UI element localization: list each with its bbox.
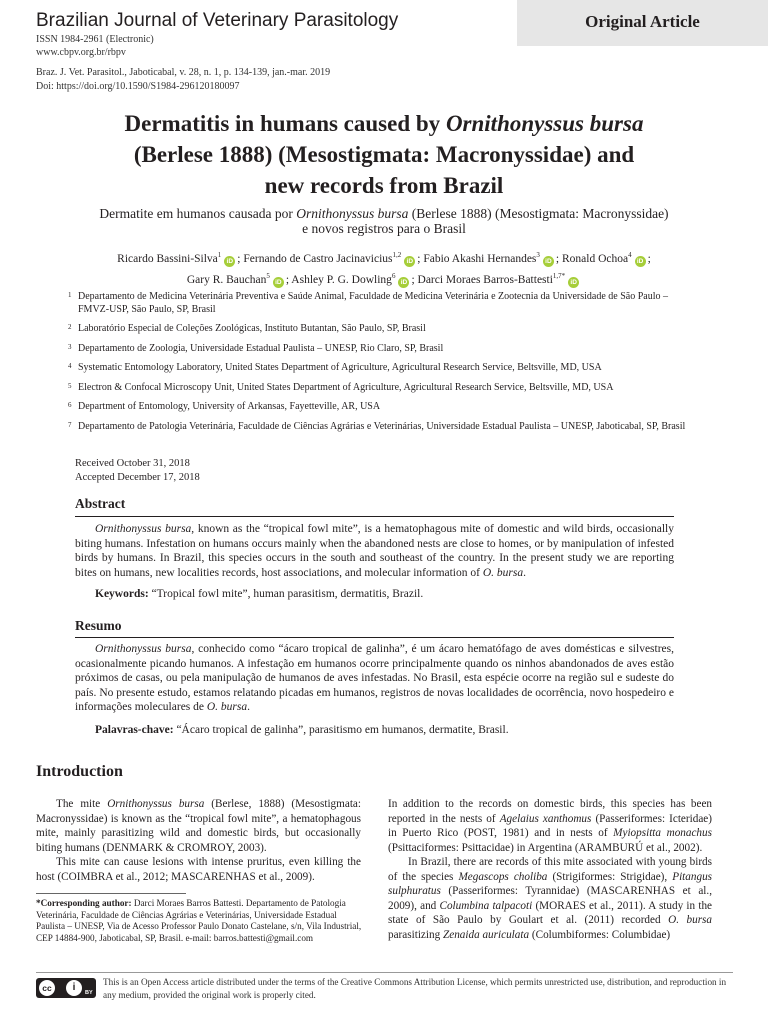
resumo-species-end: O. bursa	[206, 701, 248, 713]
article-title	[60, 108, 708, 201]
orcid-icon[interactable]: iD	[404, 256, 415, 267]
abstract-species-end: O. bursa	[482, 566, 524, 579]
abstract-body: , known as the “tropical fowl mite”, is a hematophagous mite of domestic and wild birds, occasionally biting humans. Infestation on humans occurs mainly when the abandoned nests are close to homes, or by manipulation of infested birds by humans. In Brazil, this species occurs in the south and southeast of the country. In the present study we are reporting bites on humans, new localities records, host associations, and molecular information of	[75, 523, 674, 579]
doi[interactable]: Doi: https://doi.org/10.1590/S1984-296120180097	[36, 81, 240, 92]
cc-by-label: BY	[85, 990, 93, 996]
received-date: Received October 31, 2018	[75, 458, 190, 469]
author-name: Gary R. Bauchan	[186, 273, 267, 286]
author-affil: 4	[628, 251, 632, 259]
intro-species: Ornithonyssus bursa	[107, 798, 205, 810]
subtitle-text: Dermatite em humanos causada por	[99, 206, 297, 221]
license-rule	[36, 972, 733, 973]
author-name: Fernando de Castro Jacinavicius	[243, 252, 393, 265]
affiliation-number: 4	[68, 362, 72, 370]
resumo-rule	[75, 637, 674, 638]
intro-right-column	[388, 797, 712, 942]
affiliation-text: Departamento de Patologia Veterinária, Faculdade de Ciências Agrárias e Veterinárias, Universidade Estadual Paulista – UNESP, Jaboticabal, SP, Brasil	[78, 420, 686, 432]
author-sep: ;	[411, 273, 418, 286]
affiliation-number: 1	[68, 291, 72, 299]
author-sep: ;	[647, 252, 651, 265]
resumo-heading: Resumo	[75, 618, 122, 633]
author-sep: ;	[417, 252, 424, 265]
affiliation-number: 5	[68, 381, 72, 390]
orcid-icon[interactable]: iD	[273, 277, 284, 288]
resumo-keywords	[95, 723, 674, 738]
title-line1: Dermatitis in humans caused by	[124, 111, 446, 136]
author-sep: ;	[555, 252, 562, 265]
subtitle-species: Ornithonyssus bursa	[296, 206, 409, 221]
intro-paragraph	[36, 797, 361, 855]
author-list	[60, 247, 708, 289]
intro-paragraph	[388, 855, 712, 942]
footnote-text: Darci Moraes Barros Battesti. Departamento de Patologia Veterinária, Faculdade de Ciências Agrárias e Veterinárias, Universidade Estadual Paulista – UNESP, Via de Acesso Professor Paulo Donato Castelane, s/n, Vila Industrial, CEP 14884-900, Jaboticabal, SP, Brasil. e-mail: barros.battesti@gmail.com	[36, 898, 362, 943]
journal-website[interactable]: www.cbpv.org.br/rbpv	[36, 47, 126, 58]
cc-icon: cc	[39, 980, 55, 996]
affiliation	[68, 401, 688, 414]
intro-text: (Strigiformes: Strigidae),	[547, 870, 673, 883]
intro-species: Columbina talpacoti	[439, 899, 533, 912]
author-sep: ;	[285, 273, 292, 286]
abstract-species: Ornithonyssus bursa	[95, 523, 192, 535]
author[interactable]	[417, 271, 582, 286]
issn: ISSN 1984-2961 (Electronic)	[36, 34, 154, 45]
author[interactable]	[562, 253, 648, 265]
affiliation-text: Systematic Entomology Laboratory, United States Department of Agriculture, Agricultural Research Service, Beltsville, MD, USA	[78, 362, 602, 373]
author[interactable]	[243, 253, 417, 265]
intro-species: O. bursa	[668, 914, 712, 926]
abstract-heading: Abstract	[75, 496, 126, 511]
affiliation-text: Department of Entomology, University of Arkansas, Fayetteville, AR, USA	[78, 401, 381, 412]
corresponding-author-footnote	[36, 898, 364, 944]
accepted-date: Accepted December 17, 2018	[75, 472, 200, 483]
introduction-heading: Introduction	[36, 763, 123, 780]
abstract-period: .	[523, 566, 526, 579]
affiliation	[68, 382, 688, 395]
resumo-species: Ornithonyssus bursa	[95, 643, 192, 655]
article-subtitle	[40, 206, 728, 236]
subtitle-text-post: (Berlese 1888) (Mesostigmata: Macronyssidae)	[408, 206, 669, 221]
orcid-icon[interactable]: iD	[543, 256, 554, 267]
author-name: Ronald Ochoa	[562, 252, 629, 265]
keywords-label: Keywords:	[95, 588, 149, 600]
journal-name: Brazilian Journal of Veterinary Parasitology	[36, 10, 399, 31]
affiliation-text: Departamento de Zoologia, Universidade Estadual Paulista – UNESP, Rio Claro, SP, Brasil	[78, 342, 444, 354]
intro-species: Megascops choliba	[458, 870, 548, 883]
author-affil: 3	[536, 251, 540, 259]
abstract-keywords	[95, 587, 674, 602]
author-affil: 6	[391, 271, 396, 280]
footnote-label: *Corresponding author:	[36, 898, 132, 908]
subtitle-line2: e novos registros para o Brasil	[302, 221, 466, 236]
intro-paragraph	[388, 797, 712, 855]
affiliation-text: Laboratório Especial de Coleções Zoológicas, Instituto Butantan, São Paulo, SP, Brasil	[78, 323, 426, 334]
orcid-icon[interactable]: iD	[398, 277, 409, 288]
orcid-icon[interactable]: iD	[635, 256, 646, 267]
intro-text: (Passeriformes: Icteridae) in Puerto Rico (POST, 1981) and in nests of	[388, 812, 712, 839]
affiliation-number: 2	[68, 323, 72, 331]
orcid-icon[interactable]: iD	[568, 277, 579, 288]
title-species: Ornithonyssus bursa	[445, 111, 644, 136]
author-name: Ashley P. G. Dowling	[291, 273, 392, 286]
author-affil: 1	[217, 251, 222, 259]
author-name: Fabio Akashi Hernandes	[423, 252, 537, 265]
resumo-body: , conhecido como “ácaro tropical de galinha”, é um ácaro hematófago de aves domésticas e silvestres, ocasionalmente picando humanos. A infestação em humanos ocorre principalmente quando os ninhos abandonados de aves estão próximos de casas, ou pela manipulação de humanos de aves infestadas. No Brasil, esta espécie ocorre na região sul e sudeste do país. No presente estudo, estamos relatando picadas em humanos, registros de novas localidades de ocorrência, novo hospedeiro e informações moleculares de	[75, 643, 675, 713]
intro-text: In addition to the records on domestic birds, this species has been reported in the nests of	[388, 798, 712, 825]
abstract-rule	[75, 516, 674, 517]
resumo-text	[75, 642, 674, 715]
author[interactable]	[117, 253, 237, 265]
affiliation-text: Departamento de Medicina Veterinária Preventiva e Saúde Animal, Faculdade de Medicina Veterinária e Zootecnia da Universidade de São Paulo – FMVZ-USP, São Paulo, SP, Brasil	[78, 291, 668, 315]
intro-species: Pitangus sulphuratus	[388, 870, 713, 897]
author-affil: 1,2	[392, 251, 402, 259]
palavras-chave-text: “Ácaro tropical de galinha”, parasitismo em humanos, dermatite, Brasil.	[173, 724, 509, 736]
intro-paragraph: This mite can cause lesions with intense pruritus, even killing the host (COIMBRA et al., 2012; MASCARENHAS et al., 2009).	[36, 856, 361, 883]
article-type-label: Original Article	[585, 12, 700, 31]
title-line3: new records from Brazil	[264, 173, 504, 198]
license-text: This is an Open Access article distributed under the terms of the Creative Commons Attribution License, which permits unrestricted use, distribution, and reproduction in any medium, provided the original work is properly cited.	[103, 977, 727, 1000]
title-line2: (Berlese 1888) (Mesostigmata: Macronyssidae) and	[133, 142, 635, 167]
author-affil: 1,7*	[552, 271, 566, 280]
affiliation-text: Electron & Confocal Microscopy Unit, United States Department of Agriculture, Agricultural Research Service, Beltsville, MD, USA	[78, 381, 614, 393]
intro-text: (Psittaciformes: Psittacidae) in Argentina (ARAMBURÚ et al., 2002).	[388, 841, 703, 854]
affiliation-number: 6	[68, 401, 72, 409]
intro-species: Myiopsitta monachus	[613, 827, 712, 839]
author-name: Darci Moraes Barros-Battesti	[417, 273, 553, 286]
resumo-period: .	[247, 701, 251, 713]
author[interactable]	[291, 271, 411, 286]
author-affil: 5	[266, 271, 270, 280]
intro-species: Zenaida auriculata	[443, 928, 530, 941]
intro-text: (Columbiformes: Columbidae)	[529, 928, 671, 941]
affiliation-number: 7	[68, 420, 72, 429]
affiliation	[68, 323, 688, 336]
article-dates	[75, 457, 200, 485]
abstract-text	[75, 522, 674, 580]
affiliation	[68, 291, 688, 316]
intro-text: (Berlese, 1888) (Mesostigmata: Macronyssidae) is known as the “tropical fowl mite”, a hematophagous mite, mainly parasitizing wild and domestic birds, but occasionally biting humans (DENMARK & CROMROY, 2003).	[36, 798, 361, 854]
author[interactable]	[423, 253, 556, 265]
author-name: Ricardo Bassini-Silva	[117, 252, 218, 265]
intro-text: parasitizing	[388, 928, 443, 941]
intro-text: (MORAES et al., 2011). A study in the state of São Paulo by Goulart et al. (2011) recorded	[388, 899, 712, 926]
intro-left-column	[36, 797, 361, 884]
palavras-chave-label: Palavras-chave:	[95, 724, 174, 736]
intro-text: The mite	[56, 798, 108, 810]
intro-species: Agelaius xanthomus	[499, 812, 592, 825]
affiliation	[68, 421, 688, 434]
intro-text: (Passeriformes: Tyrannidae) (MASCARENHAS et al., 2009), and	[388, 885, 712, 912]
intro-text: In Brazil, there are records of this mite associated with young birds of the species	[388, 856, 712, 883]
affiliations	[68, 291, 688, 440]
keywords-text: “Tropical fowl mite”, human parasitism, dermatitis, Brazil.	[148, 588, 424, 600]
orcid-icon[interactable]: iD	[224, 256, 235, 267]
author[interactable]	[186, 271, 286, 286]
affiliation-number: 3	[68, 342, 72, 351]
affiliation	[68, 343, 688, 356]
author-sep: ;	[237, 252, 244, 265]
attribution-person-icon: i	[66, 980, 82, 996]
affiliation	[68, 362, 688, 375]
footnote-rule	[36, 893, 186, 894]
citation: Braz. J. Vet. Parasitol., Jaboticabal, v. 28, n. 1, p. 134-139, jan.-mar. 2019	[36, 67, 331, 78]
